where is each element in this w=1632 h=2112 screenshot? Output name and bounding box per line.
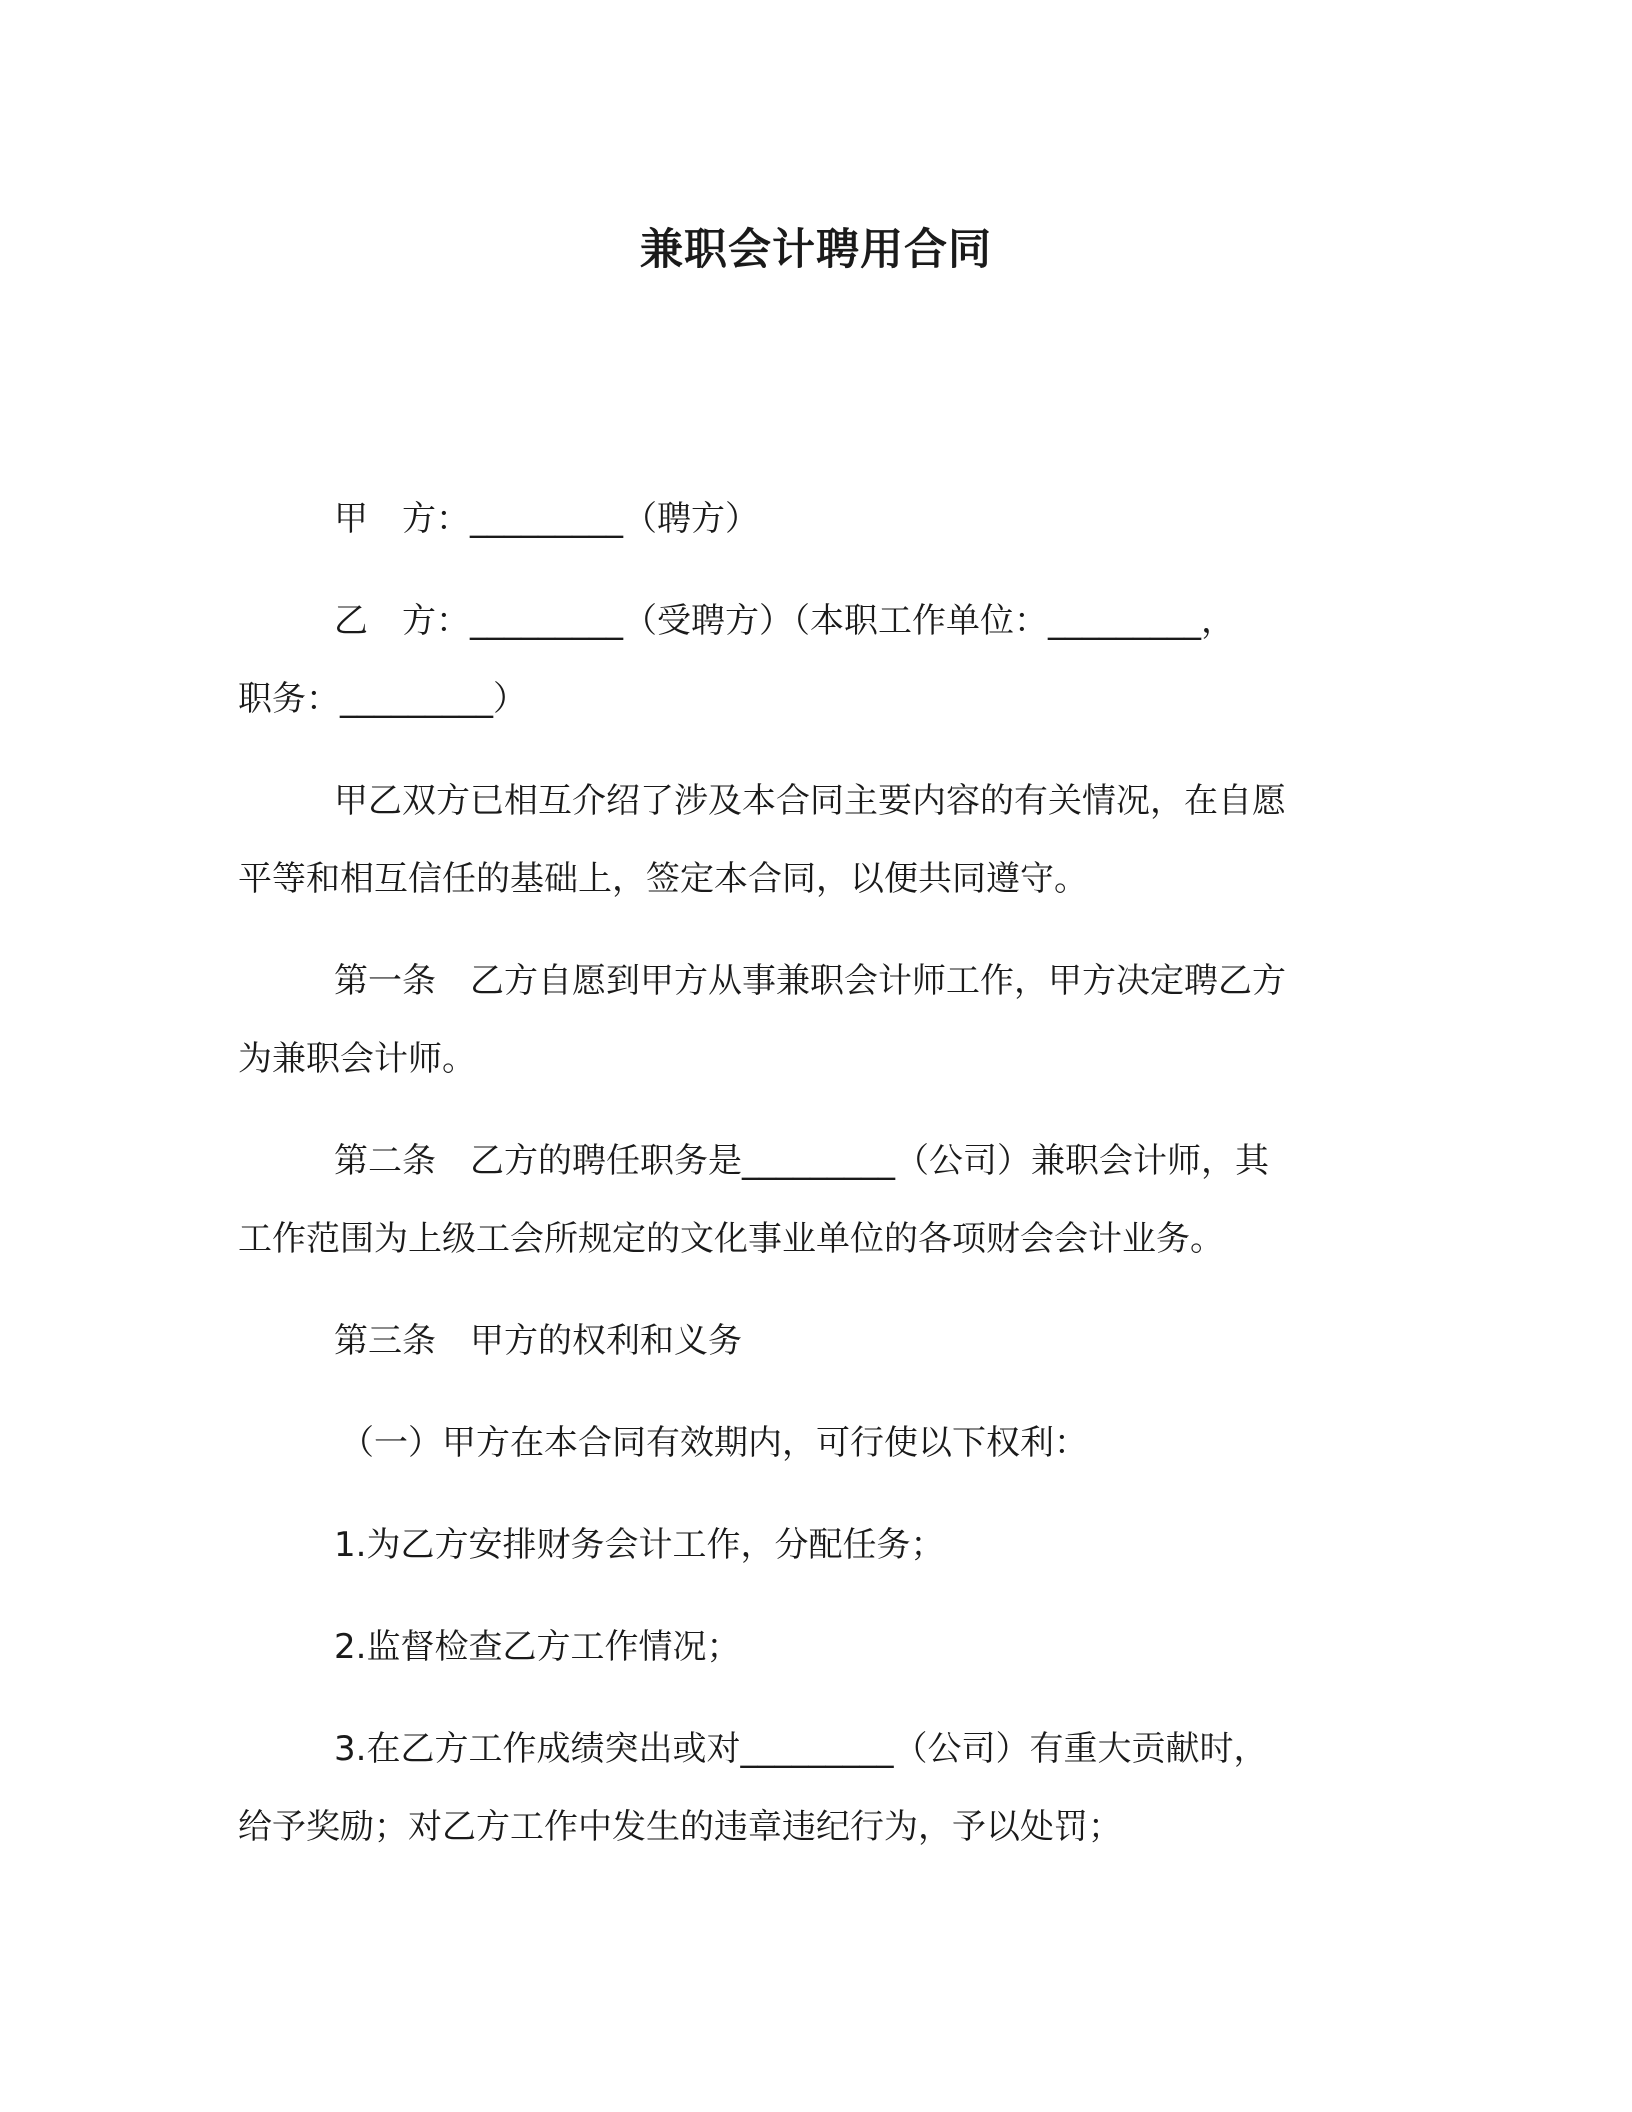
preamble-line-2: 平等和相互信任的基础上，签定本合同，以便共同遵守。 xyxy=(238,859,1088,899)
article-3-heading: 第三条 甲方的权利和义务 xyxy=(334,1321,742,1361)
article-1-line-2: 为兼职会计师。 xyxy=(238,1039,476,1079)
list-item-1: 1.为乙方安排财务会计工作，分配任务； xyxy=(334,1525,945,1565)
list-item-2: 2.监督检查乙方工作情况； xyxy=(334,1627,741,1667)
list-item-3-line-1: 3.在乙方工作成绩突出或对_________（公司）有重大贡献时， xyxy=(334,1729,1268,1769)
document-title: 兼职会计聘用合同 xyxy=(640,225,992,275)
section-1-heading: （一）甲方在本合同有效期内，可行使以下权利： xyxy=(340,1423,1088,1463)
article-2-line-2: 工作范围为上级工会所规定的文化事业单位的各项财会会计业务。 xyxy=(238,1219,1224,1259)
party-a-line: 甲 方：_________（聘方） xyxy=(334,499,759,539)
article-2-line-1: 第二条 乙方的聘任职务是_________（公司）兼职会计师，其 xyxy=(334,1141,1269,1181)
preamble-line-1: 甲乙双方已相互介绍了涉及本合同主要内容的有关情况，在自愿 xyxy=(334,781,1286,821)
list-item-3-line-2: 给予奖励；对乙方工作中发生的违章违纪行为，予以处罚； xyxy=(238,1807,1122,1847)
party-b-line: 乙 方：_________（受聘方）（本职工作单位：_________， xyxy=(334,601,1235,641)
article-1-line-1: 第一条 乙方自愿到甲方从事兼职会计师工作，甲方决定聘乙方 xyxy=(334,961,1286,1001)
party-b-position-line: 职务：_________） xyxy=(238,679,527,719)
